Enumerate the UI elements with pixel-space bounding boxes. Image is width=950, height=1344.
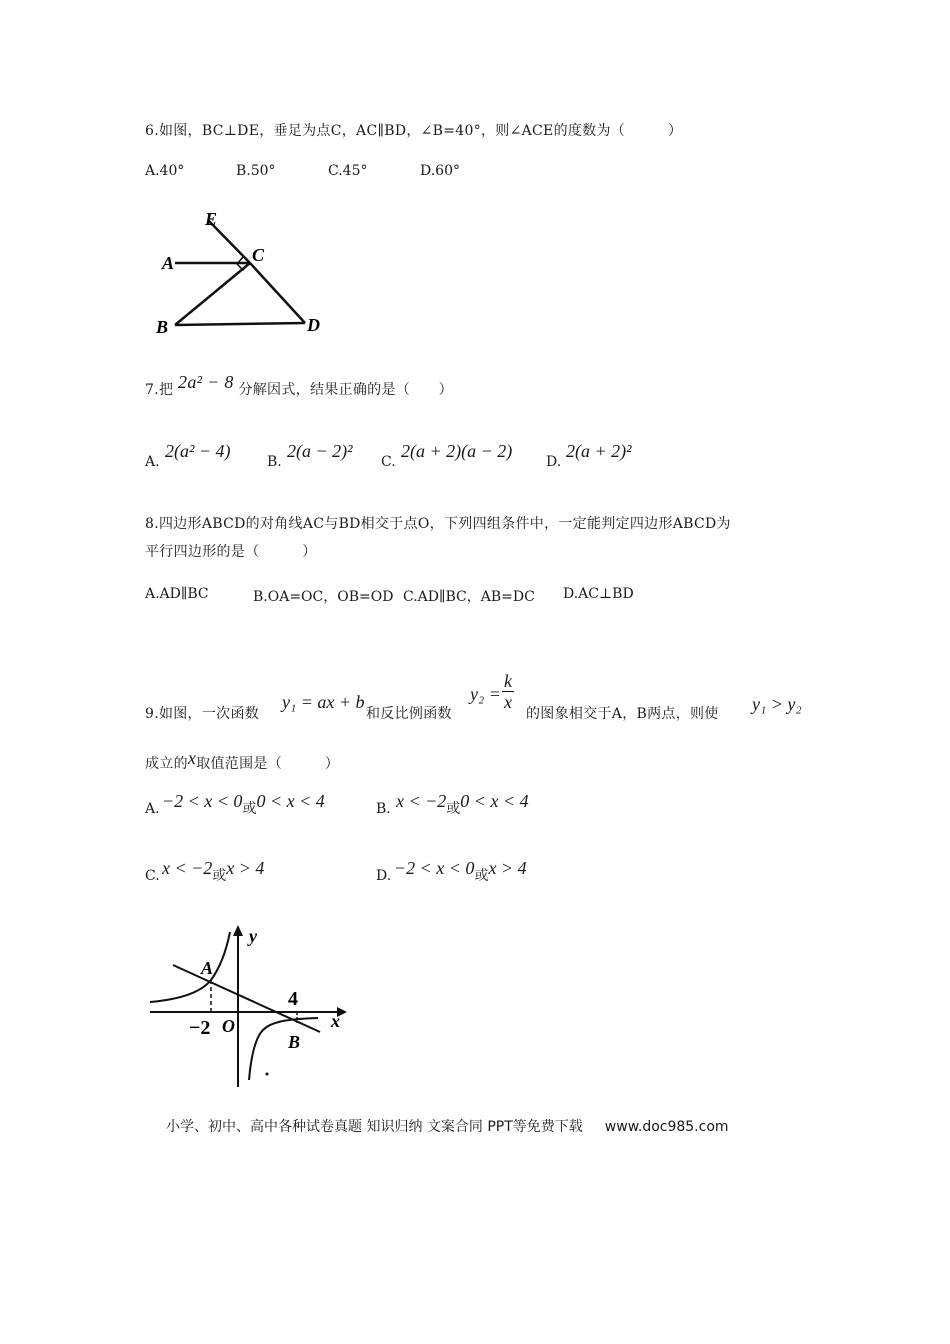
q9-option-a-part1: −2 < x < 0 — [162, 791, 243, 811]
q7-stem-prefix: 7.把 — [145, 382, 174, 398]
graph-label-a: A — [201, 958, 214, 978]
q9-option-a-expr — [162, 791, 325, 817]
q8-stem-line2: 平行四边形的是（ ） — [145, 544, 317, 560]
q9-option-b-expr — [396, 791, 529, 817]
q9-option-b-part1: x < −2 — [396, 791, 447, 811]
q6-option-a: A.40° — [145, 163, 185, 179]
footer — [166, 1116, 729, 1136]
line-bd — [175, 323, 305, 325]
line-bc — [175, 263, 250, 325]
q6-option-b: B.50° — [236, 163, 276, 179]
q8-option-a: A.AD∥BC — [145, 586, 209, 602]
q7-stem — [145, 372, 453, 399]
line-cd — [250, 263, 305, 323]
q6-option-c: C.45° — [328, 163, 368, 179]
graph-label-b: B — [288, 1032, 301, 1052]
q9-option-a-or: 或 — [242, 801, 257, 817]
q9-option-a-part2: 0 < x < 4 — [256, 791, 325, 811]
dot-mark — [266, 1073, 269, 1076]
q9-linear-expr: y₁ = ax + b — [282, 692, 365, 712]
q8-option-c: C.AD∥BC，AB=DC — [403, 589, 535, 605]
q9-stem-line2 — [145, 748, 340, 773]
q8-option-b: B.OA=OC，OB=OD — [253, 589, 394, 605]
graph-label-o: O — [222, 1016, 235, 1036]
q7-option-d-expr: 2(a + 2)² — [566, 441, 632, 461]
q9-stem-line2-var: x — [187, 748, 197, 768]
q9-option-b-part2: 0 < x < 4 — [460, 791, 529, 811]
q9-inverse-numerator: k — [504, 671, 512, 691]
q9-option-b-letter: B. — [376, 801, 391, 817]
q9-stem-line2-prefix: 成立的 — [145, 756, 188, 772]
q9-option-d-letter: D. — [376, 868, 392, 884]
q9-condition-expr: y₁ > y₂ — [752, 694, 802, 714]
q9-option-c-part2: x > 4 — [226, 858, 265, 878]
q9-option-d-or: 或 — [474, 868, 489, 884]
hyperbola-branch-left — [150, 932, 230, 1002]
q9-option-d-part1: −2 < x < 0 — [394, 858, 475, 878]
q9-stem-part3: 的图象相交于A，B两点，则使 — [526, 706, 719, 722]
q7-option-a-expr: 2(a² − 4) — [165, 441, 231, 461]
graph-label-x: x — [331, 1011, 340, 1031]
footer-text: 小学、初中、高中各种试卷真题 知识归纳 文案合同 PPT等免费下载 — [166, 1119, 583, 1135]
q9-option-c-or: 或 — [212, 868, 227, 884]
q8-option-d: D.AC⊥BD — [563, 586, 634, 602]
q9-inverse-denominator: x — [504, 692, 512, 712]
q9-stem-part2: 和反比例函数 — [366, 706, 452, 722]
y-axis-arrow — [233, 925, 243, 936]
label-c: C — [252, 245, 265, 265]
q9-option-b-or: 或 — [446, 801, 461, 817]
q9-option-c-letter: C. — [145, 868, 160, 884]
q7-stem-expr: 2a² − 8 — [178, 372, 234, 392]
q9-inverse-lhs: y₂ = — [470, 684, 501, 704]
graph-label-y: y — [249, 926, 257, 946]
q9-stem-line2-suffix: 取值范围是（ ） — [196, 756, 340, 772]
q8-stem-line1: 8.四边形ABCD的对角线AC与BD相交于点O，下列四组条件中，一定能判定四边形ABCD为 — [145, 516, 731, 532]
label-e: E — [205, 209, 218, 229]
q7-stem-suffix: 分解因式，结果正确的是（ ） — [238, 382, 453, 398]
q9-inverse-fraction — [502, 671, 514, 712]
label-b: B — [156, 317, 169, 337]
q7-option-c-expr: 2(a + 2)(a − 2) — [401, 441, 513, 461]
q9-function-graph — [145, 922, 355, 1092]
label-a: A — [162, 253, 175, 273]
q7-option-b-letter: B. — [267, 454, 282, 470]
q7-option-a-letter: A. — [145, 454, 160, 470]
q9-option-d-part2: x > 4 — [488, 858, 527, 878]
label-d: D — [307, 315, 320, 335]
q9-option-a-letter: A. — [145, 801, 160, 817]
q6-triangle-figure — [150, 205, 340, 340]
q7-option-d-letter: D. — [546, 454, 562, 470]
q7-option-c-letter: C. — [381, 454, 396, 470]
q7-option-b-expr: 2(a − 2)² — [287, 441, 353, 461]
q9-stem-part1: 9.如图，一次函数 — [145, 706, 260, 722]
q6-option-d: D.60° — [420, 163, 460, 179]
q9-option-c-expr — [162, 858, 265, 884]
q9-option-d-expr — [394, 858, 527, 884]
q9-option-c-part1: x < −2 — [162, 858, 213, 878]
graph-label-neg2: −2 — [189, 1017, 211, 1039]
graph-label-4: 4 — [288, 988, 298, 1010]
footer-url[interactable]: www.doc985.com — [604, 1119, 729, 1135]
q6-stem: 6.如图，BC⊥DE，垂足为点C，AC∥BD，∠B=40°，则∠ACE的度数为（ ） — [145, 123, 683, 139]
